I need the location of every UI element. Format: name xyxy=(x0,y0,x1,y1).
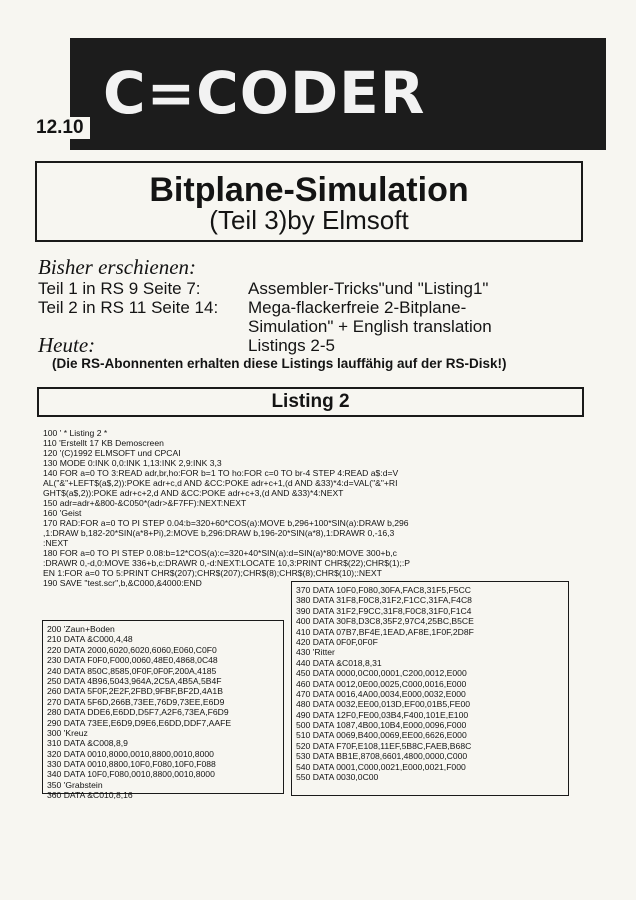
code-line: 510 DATA 0069,B400,0069,EE00,6626,E000 xyxy=(296,730,467,741)
code-line: 530 DATA BB1E,8708,6601,4800,0000,C000 xyxy=(296,751,468,762)
code-line: 290 DATA 73EE,E6D9,D9E6,E6DD,DDF7,AAFE xyxy=(47,717,232,728)
code-line: 310 DATA &C008,8,9 xyxy=(47,738,128,749)
code-line: 420 DATA 0F0F,0F0F xyxy=(296,636,378,647)
code-line: :DRAWR 0,-d,0:MOVE 336+b,c:DRAWR 0,-d:NEXT:LOCATE 10,3:PRINT CHR$(22);CHR$(1);:P xyxy=(43,558,410,568)
code-line: GHT$(a$,2)):POKE adr+c+2,d AND &CC:POKE adr+c+3,(d AND &33)*4:NEXT xyxy=(43,488,344,498)
article-subtitle: (Teil 3)by Elmsoft xyxy=(209,205,409,235)
code-line: 490 DATA 12F0,FE00,03B4,F400,101E,E100 xyxy=(296,709,469,720)
today-heading: Heute: xyxy=(38,333,96,357)
code-line: 410 DATA 07B7,BF4E,1EAD,AF8E,1F0F,2D8F xyxy=(296,626,474,637)
article-title: Bitplane-Simulation xyxy=(149,171,469,209)
subscriber-note: (Die RS-Abonnenten erhalten diese Listings lauffähig auf der RS-Disk!) xyxy=(52,356,507,371)
code-line: 330 DATA 0010,8800,10F0,F080,10F0,F088 xyxy=(47,759,216,770)
code-line: :NEXT xyxy=(43,538,69,548)
code-line: 350 'Grabstein xyxy=(47,779,103,790)
code-line: 130 MODE 0:INK 0,0:INK 1,13:INK 2,9:INK 3,3 xyxy=(43,458,222,468)
code-line: 250 DATA 4B96,5043,964A,2C5A,4B5A,5B4F xyxy=(47,675,222,686)
code-line: 220 DATA 2000,6020,6020,6060,E060,C0F0 xyxy=(47,644,217,655)
code-line: 190 SAVE "test.scr",b,&C000,&4000:END xyxy=(43,578,202,588)
code-line: 230 DATA F0F0,F000,0060,48E0,4868,0C48 xyxy=(47,655,218,666)
code-line: 430 'Ritter xyxy=(296,647,335,658)
issue-number: 12.10 xyxy=(36,117,90,139)
code-line: 280 DATA DDE6,E6DD,D5F7,A2F6,73EA,F6D9 xyxy=(47,707,229,718)
history-desc-3: Simulation" + English translation xyxy=(248,317,492,336)
code-line: 360 DATA &C010,8,16 xyxy=(47,790,133,801)
code-line: 270 DATA 5F6D,266B,73EE,76D9,73EE,E6D9 xyxy=(47,696,225,707)
code-line: 480 DATA 0032,EE00,013D,EF00,01B5,FE00 xyxy=(296,699,471,710)
code-line: 320 DATA 0010,8000,0010,8800,0010,8000 xyxy=(47,748,214,759)
code-line: 210 DATA &C000,4,48 xyxy=(47,634,133,645)
code-line: 100 ' * Listing 2 * xyxy=(43,428,108,438)
code-line: 260 DATA 5F0F,2E2F,2FBD,9FBF,BF2D,4A1B xyxy=(47,686,223,697)
history-heading: Bisher erschienen: xyxy=(38,255,197,279)
code-line: 390 DATA 31F2,F9CC,31F8,F0C8,31F0,F1C4 xyxy=(296,605,472,616)
code-line: 180 FOR a=0 TO PI STEP 0.08:b=12*COS(a):c=320+40*SIN(a):d=SIN(a)*80:MOVE 300+b,c xyxy=(43,548,397,558)
code-line: ,1:DRAW b,182-20*SIN(a*8+Pi),2:MOVE b,296:DRAW b,196-20*SIN(a*8),1:DRAWR 0,-16,3 xyxy=(43,528,395,538)
code-line: 240 DATA 850C,8585,0F0F,0F0F,200A,4185 xyxy=(47,665,217,676)
history-ref-1: Teil 1 in RS 9 Seite 7: xyxy=(38,279,201,298)
today-listings: Listings 2-5 xyxy=(248,336,335,355)
magazine-title: C=CODER xyxy=(103,59,426,127)
code-line: AL("&"+LEFT$(a$,2)):POKE adr+c,d AND &CC:POKE adr+c+1,(d AND &33)*4:d=VAL("&"+RI xyxy=(43,478,398,488)
code-line: 160 'Geist xyxy=(43,508,82,518)
data-block-right xyxy=(291,581,569,796)
data-block-left xyxy=(42,620,284,801)
code-line: 550 DATA 0030,0C00 xyxy=(296,772,379,783)
code-line: 450 DATA 0000,0C00,0001,C200,0012,E000 xyxy=(296,668,467,679)
code-line: 520 DATA F70F,E108,11EF,5B8C,FAEB,B68C xyxy=(296,740,472,751)
code-line: 460 DATA 0012,0E00,0025,C000,0016,E000 xyxy=(296,678,467,689)
history-ref-2: Teil 2 in RS 11 Seite 14: xyxy=(38,298,219,317)
listing-heading: Listing 2 xyxy=(37,387,584,417)
code-line: 380 DATA 31F8,F0C8,31F2,F1CC,31FA,F4C8 xyxy=(296,595,472,606)
history-desc-2: Mega-flackerfreie 2-Bitplane- xyxy=(248,298,467,317)
code-line: 200 'Zaun+Boden xyxy=(47,624,115,634)
code-line: 400 DATA 30F8,D3C8,35F2,97C4,25BC,B5CE xyxy=(296,616,474,627)
code-line: EN 1:FOR a=0 TO 5:PRINT CHR$(207);CHR$(207);CHR$(8);CHR$(8);CHR$(10);:NEXT xyxy=(43,568,382,578)
code-line: 170 RAD:FOR a=0 TO PI STEP 0.04:b=320+60*COS(a):MOVE b,296+100*SIN(a):DRAW b,296 xyxy=(43,518,409,528)
code-line: 300 'Kreuz xyxy=(47,727,88,738)
code-line: 470 DATA 0016,4A00,0034,E000,0032,E000 xyxy=(296,688,466,699)
history-desc-1: Assembler-Tricks"und "Listing1" xyxy=(248,279,489,298)
code-line: 150 adr=adr+&800-&C050*(adr>&F7FF):NEXT:NEXT xyxy=(43,498,247,508)
listing-code xyxy=(43,428,598,588)
code-line: 370 DATA 10F0,F080,30FA,FAC8,31F5,F5CC xyxy=(296,585,471,595)
code-line: 340 DATA 10F0,F080,0010,8800,0010,8000 xyxy=(47,769,215,780)
code-line: 540 DATA 0001,C000,0021,E000,0021,F000 xyxy=(296,761,466,772)
code-line: 110 'Erstellt 17 KB Demoscreen xyxy=(43,438,164,448)
code-line: 500 DATA 1087,4B00,10B4,E000,0096,F000 xyxy=(296,720,467,731)
article-title-box xyxy=(35,161,583,242)
code-line: 140 FOR a=0 TO 3:READ adr,br,ho:FOR b=1 TO ho:FOR c=0 TO br-4 STEP 4:READ a$:d=V xyxy=(43,468,399,478)
code-line: 440 DATA &C018,8,31 xyxy=(296,657,382,668)
code-line: 120 '(C)1992 ELMSOFT und CPCAI xyxy=(43,448,181,458)
